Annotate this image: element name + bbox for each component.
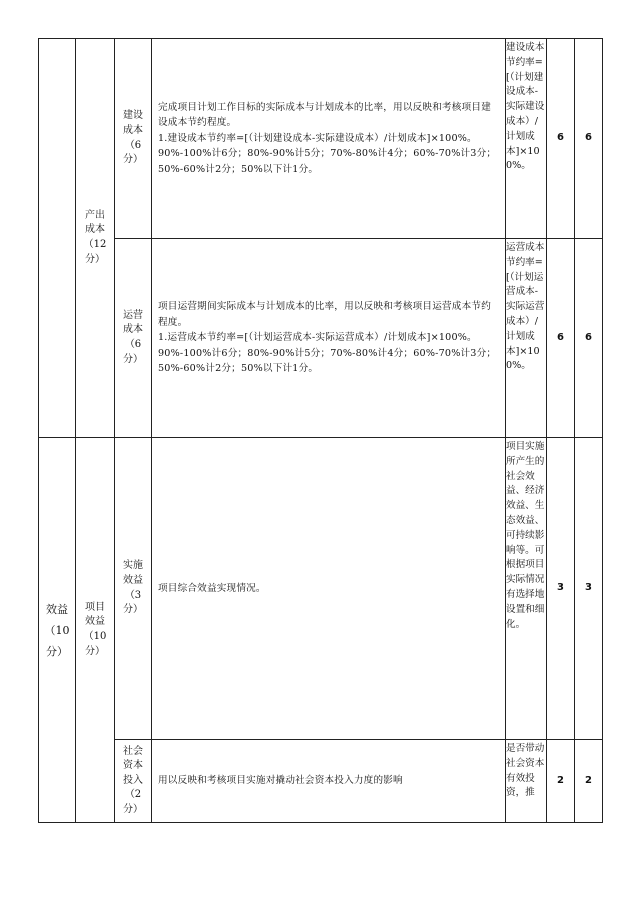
weight-value: 6	[557, 132, 564, 144]
weight-value: 3	[557, 582, 564, 594]
score-cell	[575, 740, 603, 823]
formula-cell	[506, 239, 547, 438]
weight-value: 2	[557, 774, 564, 786]
level3-cell	[115, 740, 152, 823]
level3-cell	[115, 39, 152, 239]
description-cell	[152, 740, 506, 823]
table-row	[39, 740, 603, 823]
level2-label: 产出成本（12分）	[83, 209, 107, 265]
description-cell	[152, 239, 506, 438]
level3-label: 实施效益（3分）	[123, 560, 143, 616]
table-row	[39, 239, 603, 438]
description-cell	[152, 39, 506, 239]
level2-cell	[76, 438, 115, 823]
indicator-description: 项目运营期间实际成本与计划成本的比率，用以反映和考核项目运营成本节约程度。 1.运营成本节约率=[（计划运营成本-实际运营成本）/计划成本]×100%。 90%-100%计6分；80%-90%计5分；70%-80%计4分；60%-70%计3分；50%-60%计2分；50%以下计1分。	[158, 301, 497, 375]
table-row	[39, 438, 603, 740]
score-cell	[575, 239, 603, 438]
formula-cell	[506, 438, 547, 740]
score-cell	[575, 438, 603, 740]
level1-cell-empty	[39, 39, 76, 438]
level3-label: 社会资本投入（2分）	[123, 745, 143, 815]
score-value: 2	[585, 774, 592, 786]
level2-label: 项目效益（10分）	[83, 601, 107, 657]
indicator-formula: 运营成本节约率=[（计划运营成本-实际运营成本）/计划成本]×100%。	[506, 242, 545, 372]
weight-cell	[547, 39, 575, 239]
weight-cell	[547, 239, 575, 438]
level3-cell	[115, 239, 152, 438]
indicator-description: 用以反映和考核项目实施对撬动社会资本投入力度的影响	[158, 775, 403, 787]
indicator-description: 项目综合效益实现情况。	[158, 582, 266, 594]
weight-cell	[547, 438, 575, 740]
score-value: 3	[585, 582, 592, 594]
indicator-formula: 项目实施所产生的社会效益、经济效益、生态效益、可持续影响等。可根据项目实际情况有选择地设置和细化。	[506, 441, 545, 630]
formula-cell	[506, 740, 547, 823]
level1-label: 效益（10分）	[44, 602, 70, 658]
level3-cell	[115, 438, 152, 740]
indicator-formula: 建设成本节约率=[（计划建设成本-实际建设成本）/计划成本]×100%。	[506, 42, 545, 172]
indicator-formula: 是否带动社会资本有效投资，推	[506, 743, 545, 799]
weight-cell	[547, 740, 575, 823]
description-cell	[152, 438, 506, 740]
score-cell	[575, 39, 603, 239]
table-row	[39, 39, 603, 239]
level3-label: 建设成本（6分）	[123, 110, 143, 166]
level3-label: 运营成本（6分）	[123, 309, 143, 365]
score-value: 6	[585, 331, 592, 343]
formula-cell	[506, 39, 547, 239]
level1-cell	[39, 438, 76, 823]
indicator-description: 完成项目计划工作目标的实际成本与计划成本的比率，用以反映和考核项目建设成本节约程度。 1.建设成本节约率=[（计划建设成本-实际建设成本）/计划成本]×100%。 90%-100%计6分；80%-90%计5分；70%-80%计4分；60%-70%计3分；50%-60%计2分；50%以下计1分。	[158, 101, 497, 175]
level2-cell	[76, 39, 115, 438]
weight-value: 6	[557, 331, 564, 343]
score-value: 6	[585, 132, 592, 144]
evaluation-indicator-table	[38, 38, 603, 823]
